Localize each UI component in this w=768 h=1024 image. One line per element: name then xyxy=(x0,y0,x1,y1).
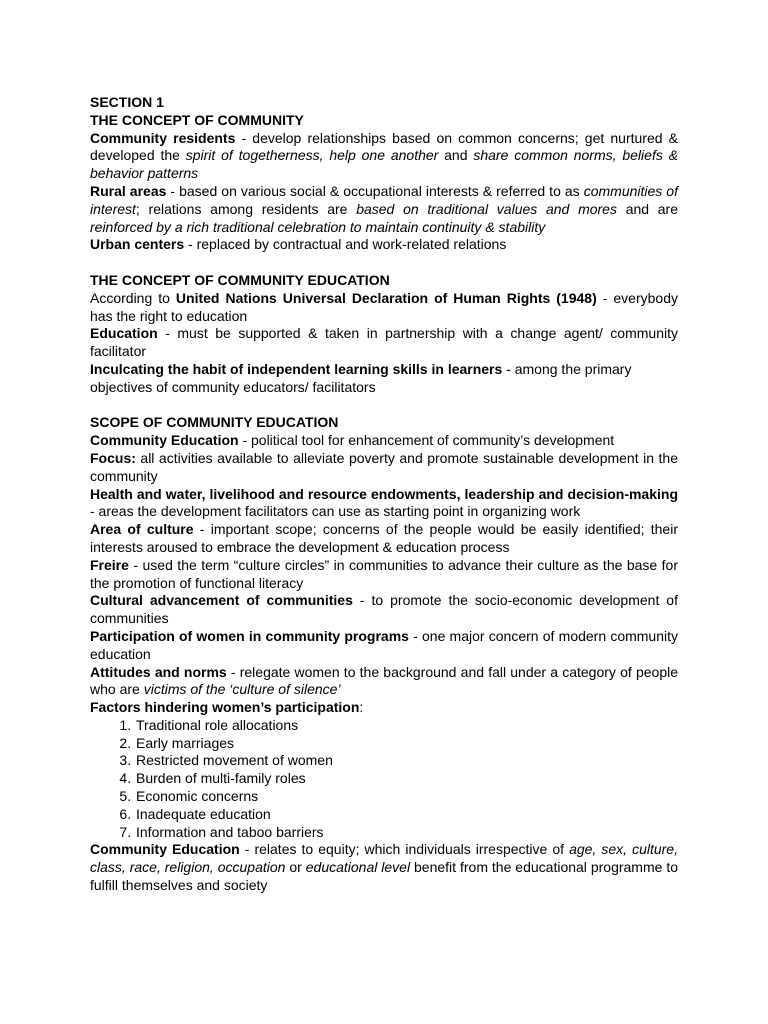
list-item: 1. Traditional role allocations xyxy=(135,717,678,735)
text: - to promote the socio-economic development of communities xyxy=(90,592,678,627)
text: benefit from the educational programme to fulfill themselves and society xyxy=(90,859,679,894)
paragraph-equity xyxy=(90,841,678,894)
spacer xyxy=(90,254,678,272)
list-item: 3. Restricted movement of women xyxy=(135,752,678,770)
section-heading-community: THE CONCEPT OF COMMUNITY xyxy=(90,111,304,128)
section-label: SECTION 1 xyxy=(90,94,164,110)
text: ; relations among residents are xyxy=(135,200,357,217)
text: - develop relationships based on common concerns; get nurtured & developed the xyxy=(90,129,678,164)
paragraph-focus xyxy=(90,450,678,486)
term: Education xyxy=(90,325,158,342)
paragraph-community-residents xyxy=(90,130,678,183)
term: Focus: xyxy=(90,449,136,466)
text: - among the primary objectives of community educators/ facilitators xyxy=(90,360,632,395)
emphasis: share common norms, beliefs & behavior patterns xyxy=(90,147,679,182)
term: Inculcating the habit of independent learning skills in learners xyxy=(90,360,503,377)
paragraph-udhr xyxy=(90,290,678,326)
term: Community Education xyxy=(90,432,239,449)
term: Health and water, livelihood and resource endowments, leadership and decision-making xyxy=(90,485,678,502)
term: United Nations Universal Declaration of Human Rights (1948) xyxy=(175,289,597,306)
paragraph-health-water xyxy=(90,486,678,522)
list-item: 6. Inadequate education xyxy=(135,806,678,824)
list-item: 7. Information and taboo barriers xyxy=(135,824,678,842)
emphasis: based on traditional values and mores xyxy=(356,200,617,217)
text: - based on various social & occupational interests & referred to as xyxy=(166,182,584,199)
emphasis: age, sex, culture, class, race, religion, occupation xyxy=(90,841,678,876)
paragraph-rural-areas xyxy=(90,183,678,236)
paragraph-urban-centers xyxy=(90,236,678,254)
text: - relates to equity; which individuals irrespective of xyxy=(239,841,570,858)
paragraph-factors-heading xyxy=(90,699,678,717)
text: - relegate women to the background and fall under a category of people who are xyxy=(90,663,678,698)
paragraph-freire xyxy=(90,557,678,593)
paragraph-inculcating xyxy=(90,361,678,397)
section-heading-scope: SCOPE OF COMMUNITY EDUCATION xyxy=(90,414,339,431)
text: - must be supported & taken in partnership with a change agent/ community facilitator xyxy=(90,325,678,360)
emphasis: educational level xyxy=(305,859,411,876)
term: Urban centers xyxy=(90,236,185,253)
paragraph-participation-women xyxy=(90,628,678,664)
term: Rural areas xyxy=(90,182,167,199)
factors-list xyxy=(90,717,678,842)
emphasis: victims of the ‘culture of silence’ xyxy=(143,681,341,698)
document-page xyxy=(90,94,678,895)
paragraph-community-education-tool xyxy=(90,432,678,450)
term: Attitudes and norms xyxy=(90,663,227,680)
emphasis: reinforced by a rich traditional celebration to maintain continuity & stability xyxy=(90,218,546,235)
emphasis: communities of interest xyxy=(90,182,678,217)
text: : xyxy=(359,699,364,716)
term: Cultural advancement of communities xyxy=(90,592,353,609)
paragraph-area-of-culture xyxy=(90,521,678,557)
text: - important scope; concerns of the people would be easily identified; their interests aroused to embrace the development & education process xyxy=(90,521,678,555)
text: - used the term “culture circles” in communities to advance their culture as the base for the promotion of functional literacy xyxy=(90,556,678,591)
term: Participation of women in community programs xyxy=(90,627,409,644)
list-item: 5. Economic concerns xyxy=(135,788,678,806)
emphasis: spirit of togetherness, help one another xyxy=(185,147,439,164)
term: Freire xyxy=(90,556,129,573)
paragraph-cultural-advancement xyxy=(90,592,678,628)
list-item: 4. Burden of multi-family roles xyxy=(135,770,678,788)
term: Factors hindering women’s participation xyxy=(90,699,360,716)
paragraph-attitudes-norms xyxy=(90,664,678,700)
paragraph-education xyxy=(90,325,678,361)
text: - everybody has the right to education xyxy=(90,289,678,324)
term: Area of culture xyxy=(90,521,194,538)
text: - replaced by contractual and work-related relations xyxy=(184,236,507,253)
list-item: 2. Early marriages xyxy=(135,735,678,753)
term: Community residents xyxy=(90,129,236,146)
text: - areas the development facilitators can use as starting point in organizing work xyxy=(90,503,581,520)
text: - one major concern of modern community education xyxy=(90,627,679,662)
text: and are xyxy=(616,200,679,217)
text: - political tool for enhancement of community’s development xyxy=(238,432,615,449)
term: Community Education xyxy=(90,841,240,858)
section-heading-community-education: THE CONCEPT OF COMMUNITY EDUCATION xyxy=(90,271,390,288)
text: According to xyxy=(90,289,176,306)
text: all activities available to alleviate poverty and promote sustainable development in the community xyxy=(90,449,678,484)
spacer xyxy=(90,397,678,415)
text: and xyxy=(438,147,474,164)
text: or xyxy=(285,859,306,876)
